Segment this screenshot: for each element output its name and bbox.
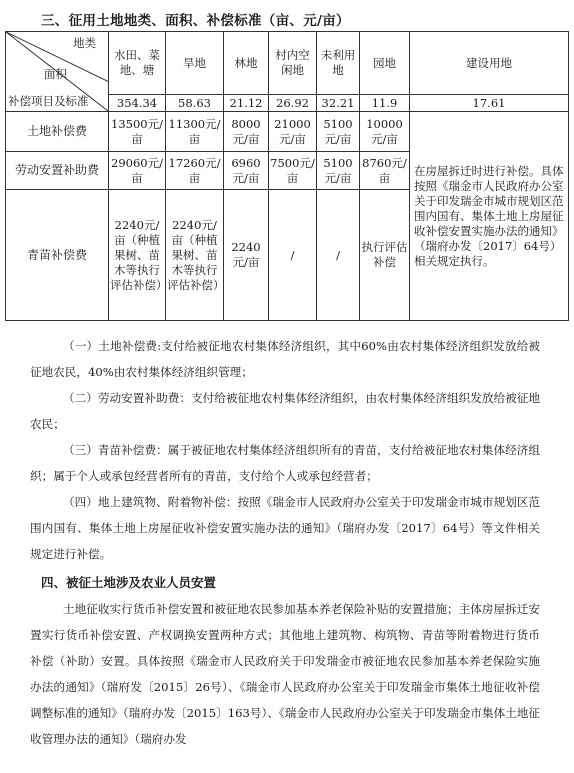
- row-label: 劳动安置补助费: [6, 152, 109, 190]
- table-cell: 2240元/亩: [224, 190, 269, 321]
- table-cell: 8760元/亩: [360, 152, 410, 190]
- table-cell: 6960元/亩: [224, 152, 269, 190]
- paragraph-crop-compensation: （三）青苗补偿费：属于被征地农村集体经济组织所有的青苗，支付给被征地农村集体经济组织；属于个人或承包经营者所有的青苗，支付给个人或承包经营者；: [30, 443, 540, 483]
- compensation-table: [5, 31, 569, 321]
- paragraph-building-compensation: （四）地上建筑物、附着物补偿：按照《瑞金市人民政府办公室关于印发瑞金市城市规划区范围内国有、集体土地上房屋征收补偿安置实施办法的通知》（瑞府办发〔2017〕64号）等文件相关规定进行补偿。: [30, 495, 540, 561]
- table-cell: 2240元/亩（种植果树、苗木等执行评估补偿）: [166, 190, 224, 321]
- area-value: 26.92: [269, 95, 317, 112]
- table-cell: /: [317, 190, 360, 321]
- table-cell: 13500元/亩: [109, 112, 166, 152]
- table-cell: 10000元/亩: [360, 112, 410, 152]
- row-label: 青苗补偿费: [6, 190, 109, 321]
- area-value: 11.9: [360, 95, 410, 112]
- column-header: 园地: [360, 32, 410, 95]
- row-label: 土地补偿费: [6, 112, 109, 152]
- table-cell: 29060元/亩: [109, 152, 166, 190]
- table-cell: 7500元/亩: [269, 152, 317, 190]
- area-value: 354.34: [109, 95, 166, 112]
- column-header: 建设用地: [410, 32, 569, 95]
- table-cell: 执行评估补偿: [360, 190, 410, 321]
- table-cell: 5100元/亩: [317, 112, 360, 152]
- corner-top-label: 地类: [73, 36, 96, 50]
- column-header: 林地: [224, 32, 269, 95]
- area-value: 17.61: [410, 95, 569, 112]
- section4-title: 四、被征土地涉及农业人员安置: [41, 575, 217, 590]
- paragraph-labor-subsidy: （二）劳动安置补助费：支付给被征地农村集体经济组织，由农村集体经济组织发放给被征地农民；: [30, 391, 540, 431]
- table-cell: 17260元/亩: [166, 152, 224, 190]
- table-cell: 21000元/亩: [269, 112, 317, 152]
- area-value: 21.12: [224, 95, 269, 112]
- column-header: 旱地: [166, 32, 224, 95]
- column-header: 未利用地: [317, 32, 360, 95]
- corner-cell: [6, 32, 109, 112]
- table-cell: /: [269, 190, 317, 321]
- construction-note: 在房屋拆迁时进行补偿。具体按照《瑞金市人民政府办公室关于印发瑞金市城市规划区范围内国有、集体土地上房屋征收补偿安置实施办法的通知》（瑞府办发〔2017〕64号）相关规定执行。: [410, 112, 569, 321]
- corner-mid-label: 面积: [44, 67, 67, 81]
- table-cell: 2240元/亩（种植果树、苗木等执行评估补偿）: [109, 190, 166, 321]
- column-header: 村内空闲地: [269, 32, 317, 95]
- section-title: 三、征用土地地类、面积、补偿标准（亩、元/亩）: [41, 13, 350, 29]
- corner-bottom-label: 补偿项目及标准: [8, 94, 89, 108]
- table-cell: 8000元/亩: [224, 112, 269, 152]
- paragraph-land-compensation: （一）土地补偿费:支付给被征地农村集体经济组织，其中60%由农村集体经济组织发放给被征地农民，40%由农村集体经济组织管理；: [30, 339, 540, 379]
- area-value: 32.21: [317, 95, 360, 112]
- area-value: 58.63: [166, 95, 224, 112]
- table-cell: 11300元/亩: [166, 112, 224, 152]
- section4-paragraph: 土地征收实行货币补偿安置和被征地农民参加基本养老保险补贴的安置措施；主体房屋拆迁安置实行货币补偿安置、产权调换安置两种方式；其他地上建筑物、构筑物、青苗等附着物进行货币补偿（补助）安置。具体按照《瑞金市人民政府关于印发瑞金市被征地农民参加基本养老保险实施办法的通知》（瑞府发〔2015〕26号）、《瑞金市人民政府办公室关于印发瑞金市集体土地征收补偿调整标准的通知》（瑞府办发〔2015〕163号）、《瑞金市人民政府办公室关于印发瑞金市集体土地征收管理办法的通知》（瑞府办发: [30, 602, 540, 746]
- column-header: 水田、菜地、塘: [109, 32, 166, 95]
- table-cell: 5100元/亩: [317, 152, 360, 190]
